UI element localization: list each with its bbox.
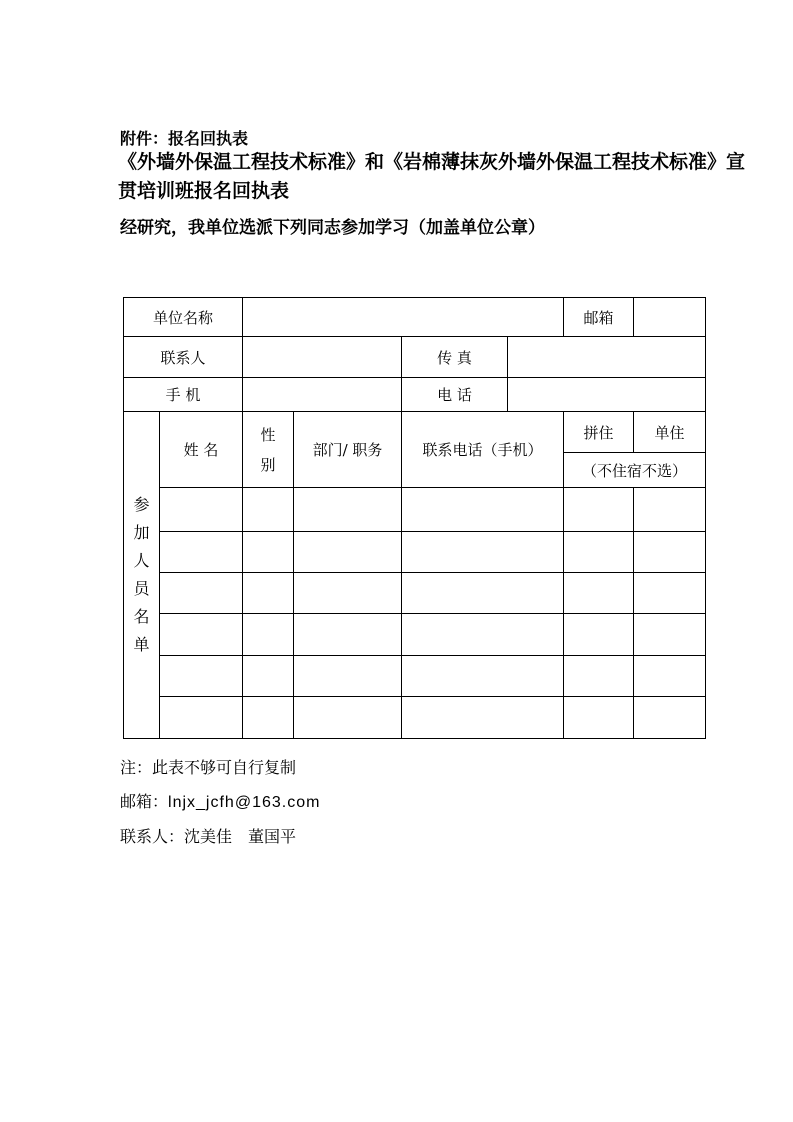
- intro-text: 经研究，我单位选派下列同志参加学习（加盖单位公章）: [120, 218, 545, 238]
- copy-note: 注：此表不够可自行复制: [120, 758, 297, 777]
- email-line: [120, 789, 320, 812]
- participant-phone-cell[interactable]: [402, 532, 564, 573]
- phone-label: 电 话: [402, 378, 508, 412]
- unit-name-field[interactable]: [243, 298, 564, 337]
- contacts-line: 联系人：沈美佳 董国平: [120, 827, 297, 846]
- participant-phone-cell[interactable]: [402, 573, 564, 614]
- contact-field[interactable]: [243, 337, 402, 378]
- mobile-field[interactable]: [243, 378, 402, 412]
- unit-name-label: 单位名称: [124, 298, 243, 337]
- col-shared-room-header: 拼住: [564, 412, 634, 453]
- participant-name-cell[interactable]: [160, 532, 243, 573]
- participant-shared-cell[interactable]: [564, 573, 634, 614]
- col-no-stay-note: （不住宿不选）: [564, 453, 706, 488]
- participant-gender-cell[interactable]: [243, 614, 294, 656]
- participant-single-cell[interactable]: [634, 614, 706, 656]
- participant-single-cell[interactable]: [634, 697, 706, 739]
- email-label: 邮箱：: [120, 792, 169, 811]
- phone-field[interactable]: [508, 378, 706, 412]
- participant-phone-cell[interactable]: [402, 614, 564, 656]
- participant-name-cell[interactable]: [160, 488, 243, 532]
- participant-name-cell[interactable]: [160, 573, 243, 614]
- col-gender-header: 性 别: [243, 412, 294, 488]
- col-phone-header: 联系电话（手机）: [402, 412, 564, 488]
- postcode-label: 邮箱: [564, 298, 634, 337]
- participant-dept-cell[interactable]: [294, 697, 402, 739]
- participant-phone-cell[interactable]: [402, 656, 564, 697]
- participant-name-cell[interactable]: [160, 614, 243, 656]
- participant-shared-cell[interactable]: [564, 488, 634, 532]
- participant-gender-cell[interactable]: [243, 697, 294, 739]
- participant-gender-cell[interactable]: [243, 532, 294, 573]
- participant-gender-cell[interactable]: [243, 488, 294, 532]
- participant-dept-cell[interactable]: [294, 488, 402, 532]
- participant-name-cell[interactable]: [160, 656, 243, 697]
- participant-name-cell[interactable]: [160, 697, 243, 739]
- participant-phone-cell[interactable]: [402, 697, 564, 739]
- participant-phone-cell[interactable]: [402, 488, 564, 532]
- participant-gender-cell[interactable]: [243, 573, 294, 614]
- col-name-header: 姓 名: [160, 412, 243, 488]
- email-value[interactable]: lnjx_jcfh@163.com: [168, 794, 321, 811]
- form-title: 《外墙外保温工程技术标准》和《岩棉薄抹灰外墙外保温工程技术标准》宣贯培训班报名回执表: [118, 151, 746, 202]
- attachment-label: 附件：报名回执表: [120, 129, 249, 148]
- col-dept-header: 部门/ 职务: [294, 412, 402, 488]
- participant-shared-cell[interactable]: [564, 532, 634, 573]
- participant-single-cell[interactable]: [634, 573, 706, 614]
- registration-table: [123, 297, 706, 739]
- participant-dept-cell[interactable]: [294, 573, 402, 614]
- participant-dept-cell[interactable]: [294, 656, 402, 697]
- participant-single-cell[interactable]: [634, 488, 706, 532]
- postcode-field[interactable]: [634, 298, 706, 337]
- mobile-label: 手 机: [124, 378, 243, 412]
- contact-label: 联系人: [124, 337, 243, 378]
- participants-side-label: 参 加 人 员 名 单: [124, 412, 160, 739]
- participant-shared-cell[interactable]: [564, 656, 634, 697]
- participant-single-cell[interactable]: [634, 656, 706, 697]
- col-single-room-header: 单住: [634, 412, 706, 453]
- participant-gender-cell[interactable]: [243, 656, 294, 697]
- participant-dept-cell[interactable]: [294, 614, 402, 656]
- participant-dept-cell[interactable]: [294, 532, 402, 573]
- participant-shared-cell[interactable]: [564, 697, 634, 739]
- participant-single-cell[interactable]: [634, 532, 706, 573]
- participant-shared-cell[interactable]: [564, 614, 634, 656]
- fax-label: 传 真: [402, 337, 508, 378]
- fax-field[interactable]: [508, 337, 706, 378]
